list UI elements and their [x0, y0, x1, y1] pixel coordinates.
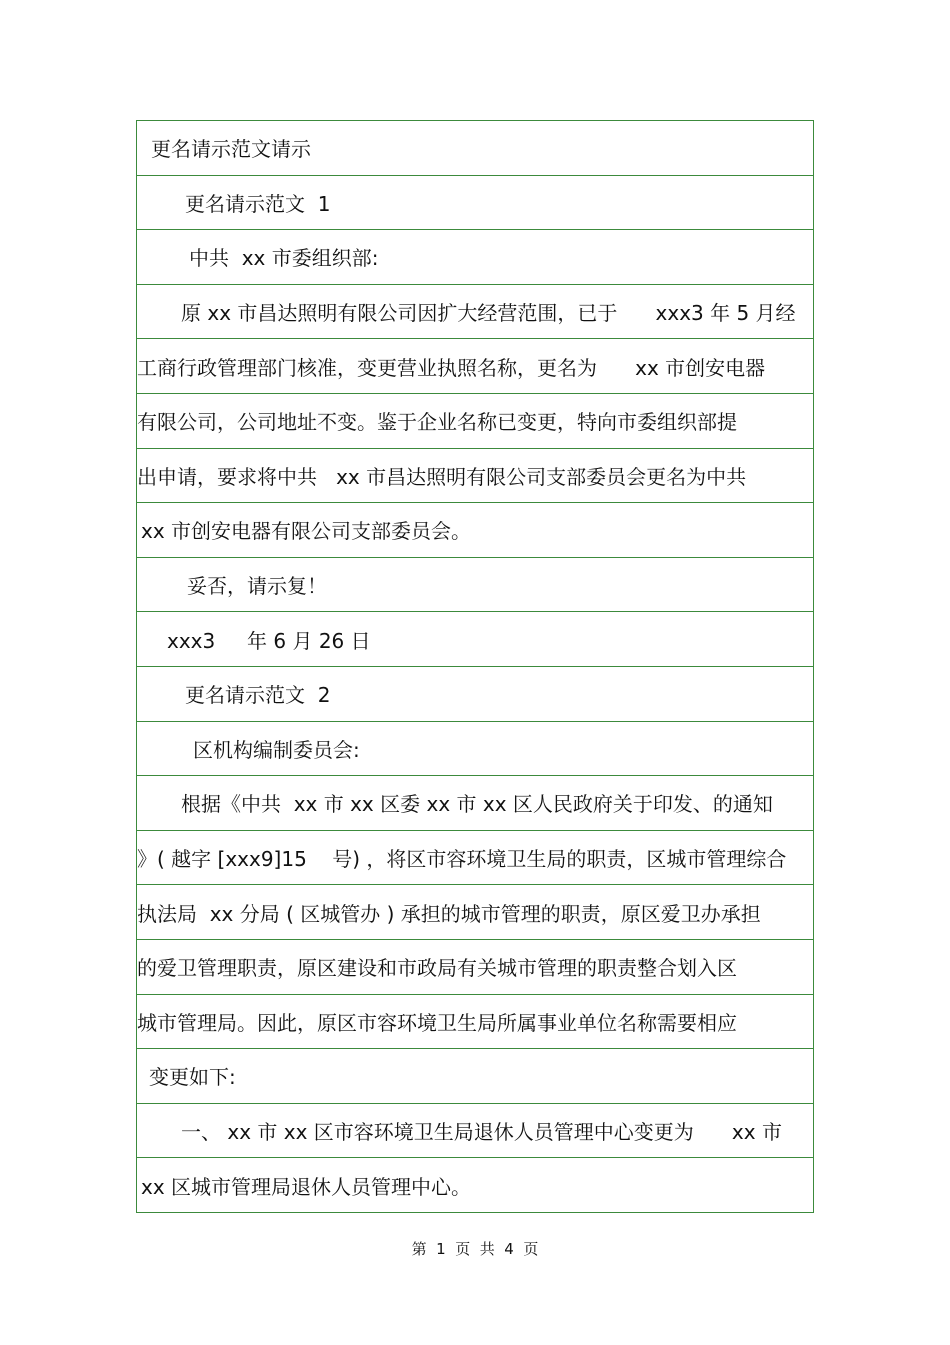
section-heading-2: 更名请示范文 2	[137, 666, 813, 721]
closing-line: 妥否，请示复！	[137, 557, 813, 612]
body-line: 出申请，要求将中共 xx 市昌达照明有限公司支部委员会更名为中共	[137, 448, 813, 503]
body-line: xx 市创安电器有限公司支部委员会。	[137, 502, 813, 557]
list-item: xx 区城市管理局退休人员管理中心。	[137, 1157, 813, 1212]
document-table	[136, 120, 814, 1213]
body-line: 原 xx 市昌达照明有限公司因扩大经营范围，已于 xxx3 年 5 月经	[137, 284, 813, 339]
body-line: 工商行政管理部门核准，变更营业执照名称，更名为 xx 市创安电器	[137, 338, 813, 393]
body-line: 执法局 xx 分局 ( 区城管办 ) 承担的城市管理的职责，原区爱卫办承担	[137, 884, 813, 939]
body-line: 根据《中共 xx 市 xx 区委 xx 市 xx 区人民政府关于印发、的通知	[137, 775, 813, 830]
salutation-2: 区机构编制委员会:	[137, 721, 813, 776]
body-line: 变更如下:	[137, 1048, 813, 1103]
list-item: 一、 xx 市 xx 区市容环境卫生局退休人员管理中心变更为 xx 市	[137, 1103, 813, 1158]
body-line: 有限公司，公司地址不变。鉴于企业名称已变更，特向市委组织部提	[137, 393, 813, 448]
page-number: 第 1 页 共 4 页	[411, 1240, 539, 1258]
section-heading-1: 更名请示范文 1	[137, 175, 813, 230]
salutation-1: 中共 xx 市委组织部:	[137, 229, 813, 284]
date-line: xxx3 年 6 月 26 日	[137, 611, 813, 666]
document-title: 更名请示范文请示	[137, 120, 813, 175]
body-line: 城市管理局。因此，原区市容环境卫生局所属事业单位名称需要相应	[137, 994, 813, 1049]
body-line: 的爱卫管理职责，原区建设和市政局有关城市管理的职责整合划入区	[137, 939, 813, 994]
body-line: 》( 越字 [xxx9]15 号) ，将区市容环境卫生局的职责，区城市管理综合	[137, 830, 813, 885]
